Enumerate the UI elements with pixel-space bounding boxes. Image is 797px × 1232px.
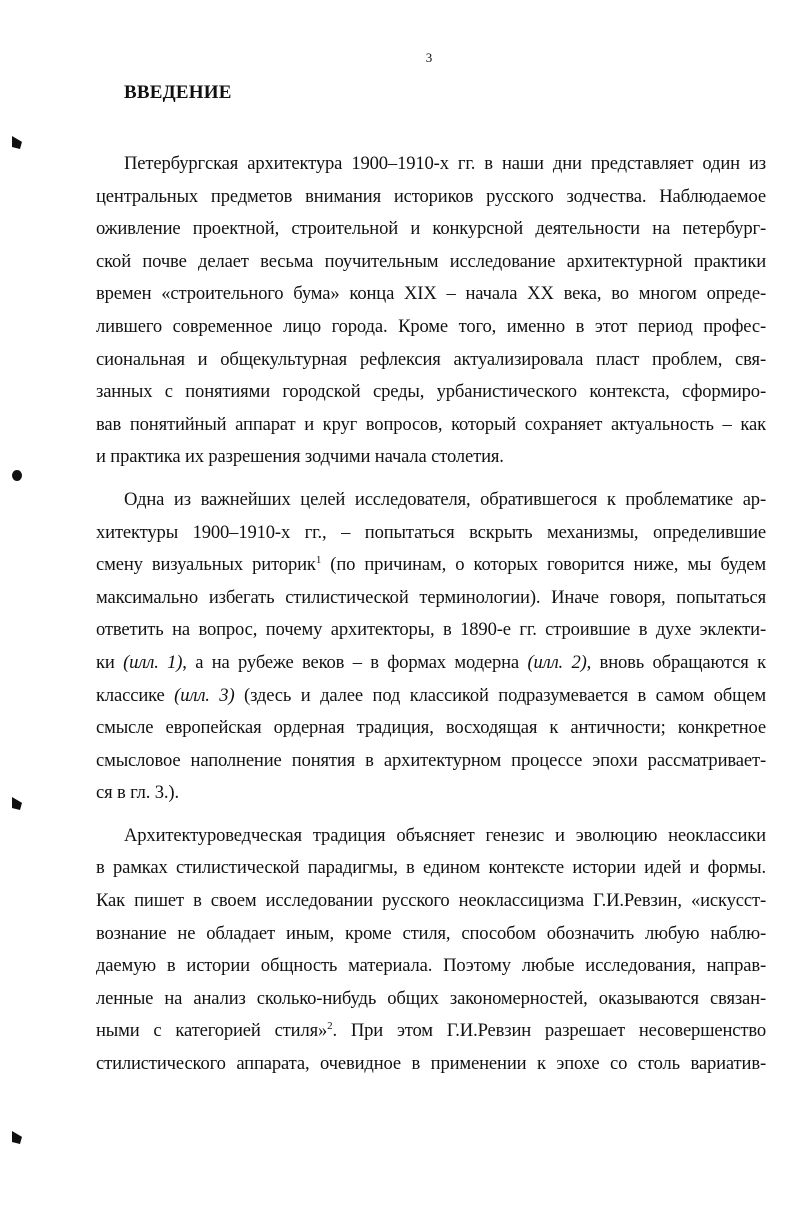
paragraph-1: [96, 148, 766, 474]
text-line: Архитектуроведческая традиция объясняет генезис и эволюцию неоклассики: [124, 824, 766, 846]
footnote-ref-1[interactable]: 1: [315, 553, 322, 566]
text-fragment: , вновь обращаются к: [586, 651, 766, 673]
text-line: лившего современное лицо города. Кроме того, именно в этот период профес-: [96, 315, 766, 337]
text-fragment: ки: [96, 651, 124, 673]
illustration-ref-1: (илл. 1): [123, 651, 183, 673]
text-line: Петербургская архитектура 1900–1910-х гг. в наши дни представляет один из: [124, 153, 766, 174]
text-line: вознание не обладает иным, кроме стиля, способом обозначить любую наблю-: [96, 922, 766, 944]
text-line: [96, 549, 766, 582]
footnote-ref-2[interactable]: 2: [327, 1020, 333, 1033]
text-fragment: классике: [96, 684, 175, 706]
text-line: даемую в истории общность материала. Поэтому любые исследования, направ-: [96, 955, 766, 977]
text-line: сиональная и общекультурная рефлексия актуализировала пласт проблем, свя-: [96, 348, 766, 370]
binding-mark-icon: [12, 136, 22, 149]
text-line: ленные на анализ сколько-нибудь общих закономерностей, оказываются связан-: [96, 987, 766, 1009]
text-line: центральных предметов внимания историков русского зодчества. Наблюдаемое: [96, 185, 766, 207]
document-body: [96, 148, 766, 1091]
binding-mark-icon: [12, 797, 22, 810]
paragraph-2: [96, 484, 766, 810]
text-line: и практика их разрешения зодчими начала столетия.: [96, 446, 504, 468]
text-line: максимально избегать стилистической терминологии). Иначе говоря, попытаться: [96, 586, 766, 608]
text-fragment: , а на рубеже веков – в формах модерна: [182, 651, 528, 673]
text-fragment: смену визуальных риторик: [96, 554, 316, 576]
text-line: [96, 680, 766, 713]
binding-mark-icon: [12, 1131, 22, 1144]
illustration-ref-3: (илл. 3): [174, 684, 235, 706]
text-line: в рамках стилистической парадигмы, в едином контексте истории идей и формы.: [96, 857, 766, 879]
page-title: ВВЕДЕНИЕ: [124, 82, 232, 103]
text-fragment: . При этом Г.И.Ревзин разрешает несовершенство: [332, 1020, 766, 1042]
text-line: хитектуры 1900–1910-х гг., – попытаться вскрыть механизмы, определившие: [96, 521, 766, 543]
text-line: оживление проектной, строительной и конкурсной деятельности на петербург-: [96, 218, 766, 240]
text-line: [96, 1015, 766, 1048]
text-line: смысловое наполнение понятия в архитектурном процессе эпохи рассматривает-: [96, 749, 766, 771]
text-line: ответить на вопрос, почему архитекторы, в 1890-е гг. строившие в духе эклекти-: [96, 619, 766, 641]
text-line: занных с понятиями городской среды, урбанистического контекста, сформиро-: [96, 381, 766, 403]
text-line: Как пишет в своем исследовании русского неоклассицизма Г.И.Ревзин, «искусст-: [96, 890, 766, 912]
text-line: ся в гл. 3.).: [96, 782, 179, 804]
text-line: [96, 647, 766, 680]
text-fragment: (по причинам, о которых говорится ниже, мы будем: [321, 554, 767, 576]
text-fragment: ными с категорией стиля»: [96, 1020, 328, 1042]
illustration-ref-2: (илл. 2): [527, 651, 587, 673]
text-line: смысле европейская ордерная традиция, восходящая к античности; конкретное: [96, 717, 766, 739]
text-fragment: (здесь и далее под классикой подразумевается в самом общем: [234, 684, 766, 706]
binding-mark-icon: [12, 470, 22, 481]
text-line: вав понятийный аппарат и круг вопросов, который сохраняет актуальность – как: [96, 413, 766, 435]
text-line: стилистического аппарата, очевидное в применении к эпохе со столь вариатив-: [96, 1053, 766, 1075]
text-line: ской почве делает весьма поучительным исследование архитектурной практики: [96, 250, 766, 272]
text-line: Одна из важнейших целей исследователя, обратившегося к проблематике ар-: [124, 488, 766, 510]
text-line: времен «строительного бума» конца XIX – начала XX века, во многом опреде-: [96, 283, 766, 305]
page-number: 3: [425, 50, 433, 65]
paragraph-3: [96, 820, 766, 1081]
